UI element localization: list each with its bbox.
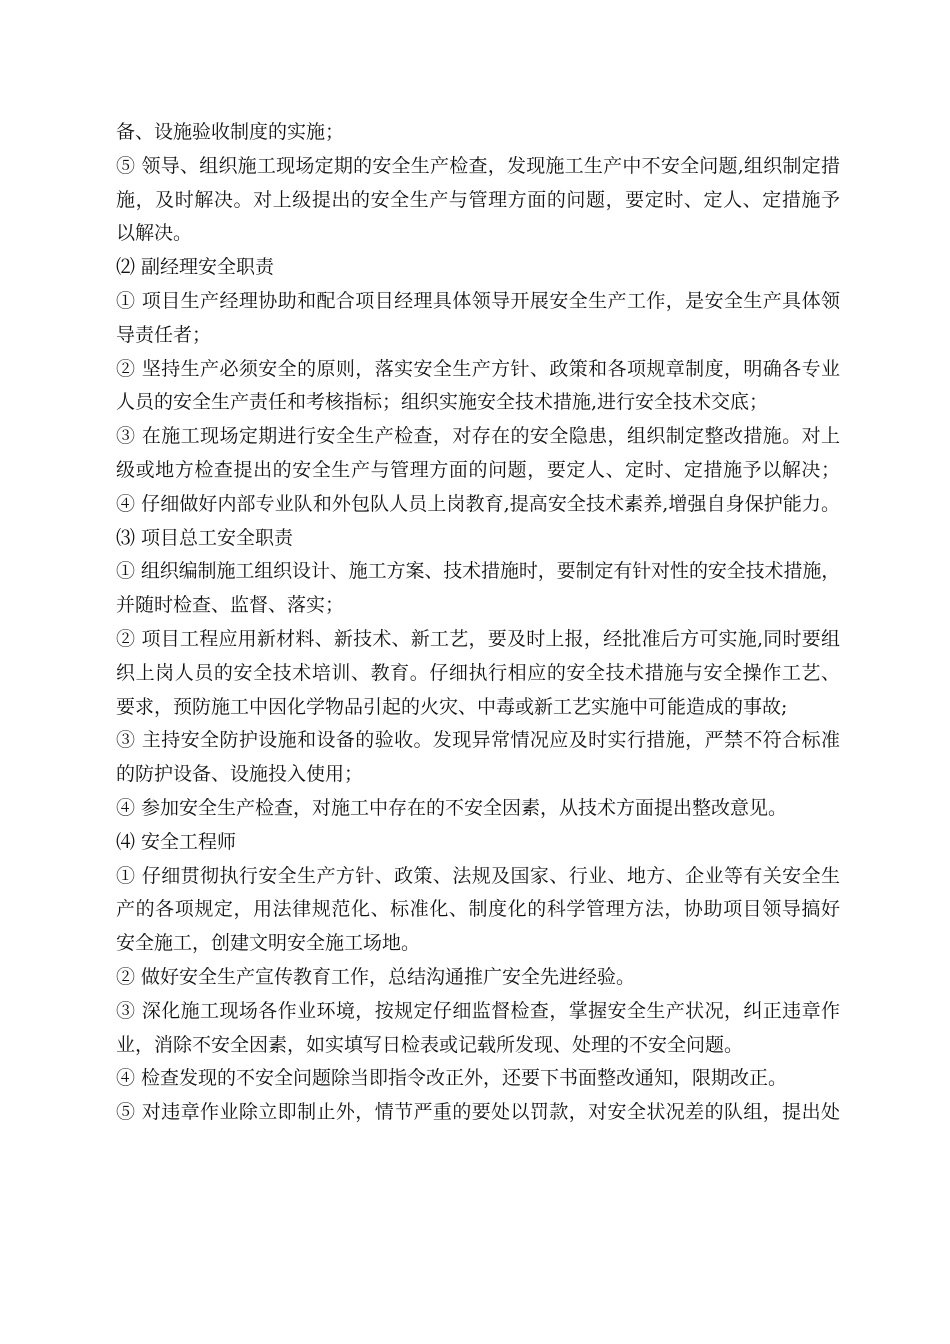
text-line: 安全施工，创建文明安全施工场地。 [116,932,421,955]
text-line: ① 组织编制施工组织设计、施工方案、技术措施时，要制定有针对性的安全技术措施， [116,560,840,583]
text-line: ② 做好安全生产宣传教育工作，总结沟通推广安全先进经验。 [116,965,636,988]
text-line: 施，及时解决。对上级提出的安全生产与管理方面的问题，要定时、定人、定措施予 [116,188,840,211]
text-line: 并随时检查、监督、落实； [116,594,345,617]
text-line: ⑤ 对违章作业除立即制止外，情节严重的要处以罚款，对安全状况差的队组，提出处 [116,1101,840,1124]
text-line: 导责任者； [116,323,212,346]
text-line: ① 项目生产经理协助和配合项目经理具体领导开展安全生产工作，是安全生产具体领 [116,289,840,312]
text-line: 织上岗人员的安全技术培训、教育。仔细执行相应的安全技术措施与安全操作工艺、 [116,661,840,684]
document-body [116,116,840,1130]
text-line: ⑵ 副经理安全职责 [116,256,275,279]
text-line: 业，消除不安全因素，如实填写日检表或记载所发现、处理的不安全问题。 [116,1033,744,1056]
text-line: ④ 参加安全生产检查，对施工中存在的不安全因素，从技术方面提出整改意见。 [116,796,788,819]
text-line: 级或地方检查提出的安全生产与管理方面的问题，要定人、定时、定措施予以解决； [116,458,840,481]
text-line: ⑶ 项目总工安全职责 [116,526,294,549]
text-line: 产的各项规定，用法律规范化、标准化、制度化的科学管理方法，协助项目领导搞好 [116,898,840,921]
text-line: 人员的安全生产责任和考核指标；组织实施安全技术措施,进行安全技术交底； [116,391,769,414]
text-line: ③ 深化施工现场各作业环境，按规定仔细监督检查，掌握安全生产状况，纠正违章作 [116,999,840,1022]
text-line: 以解决。 [116,222,193,245]
text-line: ② 坚持生产必须安全的原则，落实安全生产方针、政策和各项规章制度，明确各专业 [116,357,840,380]
text-line: ⑤ 领导、组织施工现场定期的安全生产检查，发现施工生产中不安全问题,组织制定措 [116,154,840,177]
text-line: ③ 主持安全防护设施和设备的验收。发现异常情况应及时实行措施，严禁不符合标准 [116,729,840,752]
text-line: ③ 在施工现场定期进行安全生产检查，对存在的安全隐患，组织制定整改措施。对上 [116,425,840,448]
text-line: ⑷ 安全工程师 [116,830,237,853]
text-line: ① 仔细贯彻执行安全生产方针、政策、法规及国家、行业、地方、企业等有关安全生 [116,864,840,887]
text-line: 备、设施验收制度的实施； [116,121,345,143]
text-line: 要求，预防施工中因化学物品引起的火灾、中毒或新工艺实施中可能造成的事故; [116,695,788,718]
text-line: ④ 仔细做好内部专业队和外包队人员上岗教育,提高安全技术素养,增强自身保护能力。 [116,492,840,515]
text-line: 的防护设备、设施投入使用； [116,763,364,786]
text-line: ② 项目工程应用新材料、新技术、新工艺，要及时上报，经批准后方可实施,同时要组 [116,627,840,650]
text-line: ④ 检查发现的不安全问题除当即指令改正外，还要下书面整改通知，限期改正。 [116,1067,788,1090]
